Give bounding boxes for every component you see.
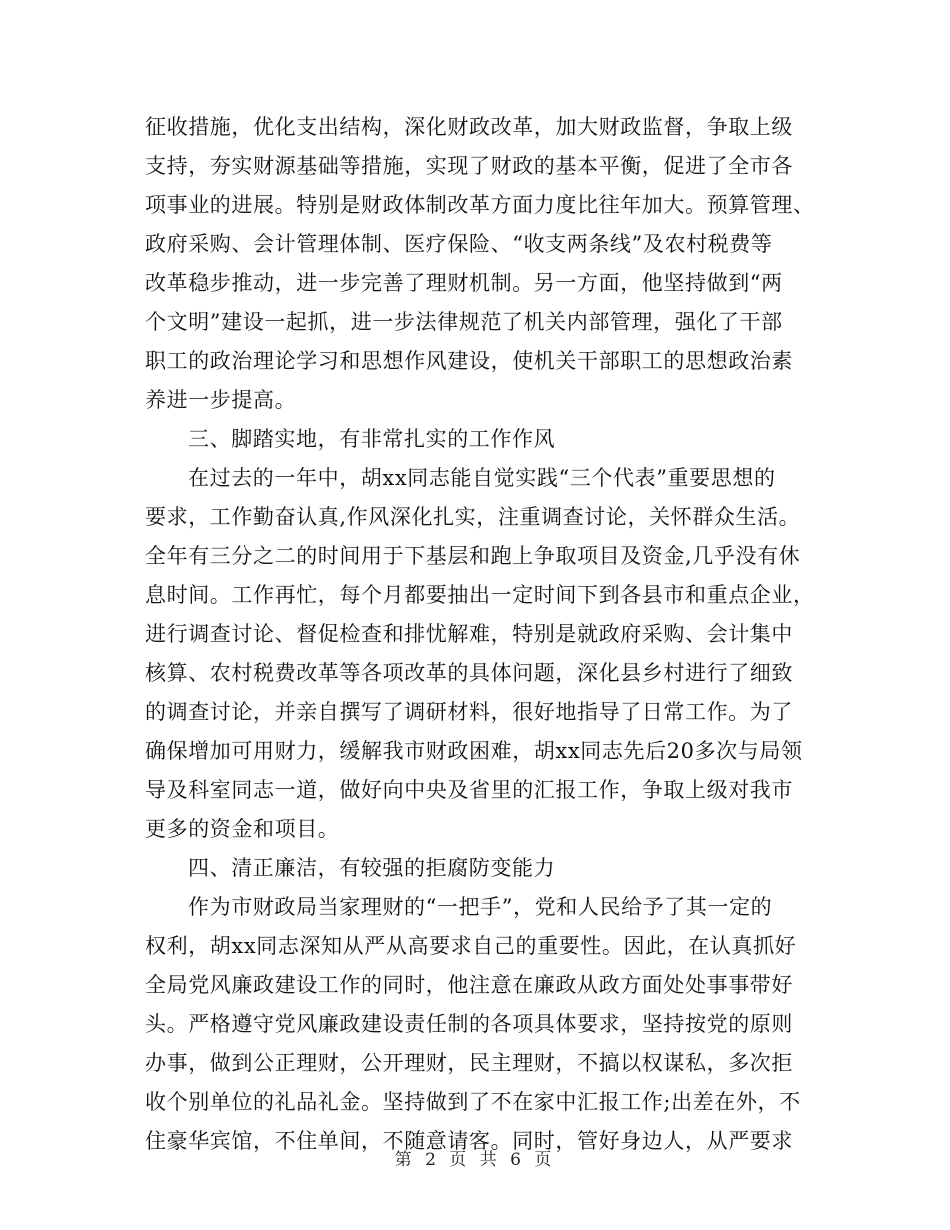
- text-line: 办事，做到公正理财，公开理财，民主理财，不搞以权谋私，多次拒: [145, 1051, 793, 1075]
- text-line: 住豪华宾馆，不住单间，不随意请客。同时，管好身边人，从严要求: [145, 1129, 793, 1153]
- text-line: 头。严格遵守党风廉政建设责任制的各项具体要求，坚持按党的原则: [145, 1012, 793, 1036]
- text-line: 核算、农村税费改革等各项改革的具体问题，深化县乡村进行了细致: [145, 661, 793, 685]
- text-line: 确保增加可用财力，缓解我市财政困难，胡xx同志先后20多次与局领: [145, 739, 803, 763]
- section-heading: 四、清正廉洁，有较强的拒腐防变能力: [188, 856, 556, 880]
- text-line: 作为市财政局当家理财的“一把手”，党和人民给予了其一定的: [188, 895, 773, 919]
- text-line: 政府采购、会计管理体制、医疗保险、“收支两条线”及农村税费等: [145, 232, 773, 256]
- text-line: 更多的资金和项目。: [145, 817, 340, 841]
- text-line: 个文明”建设一起抓，进一步法律规范了机关内部管理，强化了干部: [145, 310, 783, 334]
- text-line: 项事业的进展。特别是财政体制改革方面力度比往年加大。预算管理、: [145, 193, 815, 217]
- text-line: 职工的政治理论学习和思想作风建设，使机关干部职工的思想政治素: [145, 349, 793, 373]
- text-line: 收个别单位的礼品礼金。坚持做到了不在家中汇报工作;出差在外，不: [145, 1090, 801, 1114]
- text-line: 支持，夯实财源基础等措施，实现了财政的基本平衡，促进了全市各: [145, 154, 793, 178]
- page-number-footer: 第 2 页 共 6 页: [394, 1150, 556, 1170]
- section-heading: 三、脚踏实地，有非常扎实的工作作风: [188, 427, 556, 451]
- text-line: 息时间。工作再忙，每个月都要抽出一定时间下到各县市和重点企业，: [145, 583, 815, 607]
- text-line: 进行调查讨论、督促检查和排忧解难，特别是就政府采购、会计集中: [145, 622, 793, 646]
- text-line: 权利，胡xx同志深知从严从高要求自己的重要性。因此，在认真抓好: [145, 934, 797, 958]
- text-line: 要求，工作勤奋认真,作风深化扎实，注重调查讨论，关怀群众生活。: [145, 505, 801, 529]
- text-line: 全年有三分之二的时间用于下基层和跑上争取项目及资金,几乎没有休: [145, 544, 801, 568]
- text-line: 征收措施，优化支出结构，深化财政改革，加大财政监督，争取上级: [145, 115, 793, 139]
- text-line: 全局党风廉政建设工作的同时，他注意在廉政从政方面处处事事带好: [145, 973, 793, 997]
- text-line: 导及科室同志一道，做好向中央及省里的汇报工作，争取上级对我市: [145, 778, 793, 802]
- text-line: 的调查讨论，并亲自撰写了调研材料，很好地指导了日常工作。为了: [145, 700, 793, 724]
- text-line: 在过去的一年中，胡xx同志能自觉实践“三个代表”重要思想的: [188, 466, 776, 490]
- text-line: 改革稳步推动，进一步完善了理财机制。另一方面，他坚持做到“两: [145, 271, 783, 295]
- text-line: 养进一步提高。: [145, 388, 297, 412]
